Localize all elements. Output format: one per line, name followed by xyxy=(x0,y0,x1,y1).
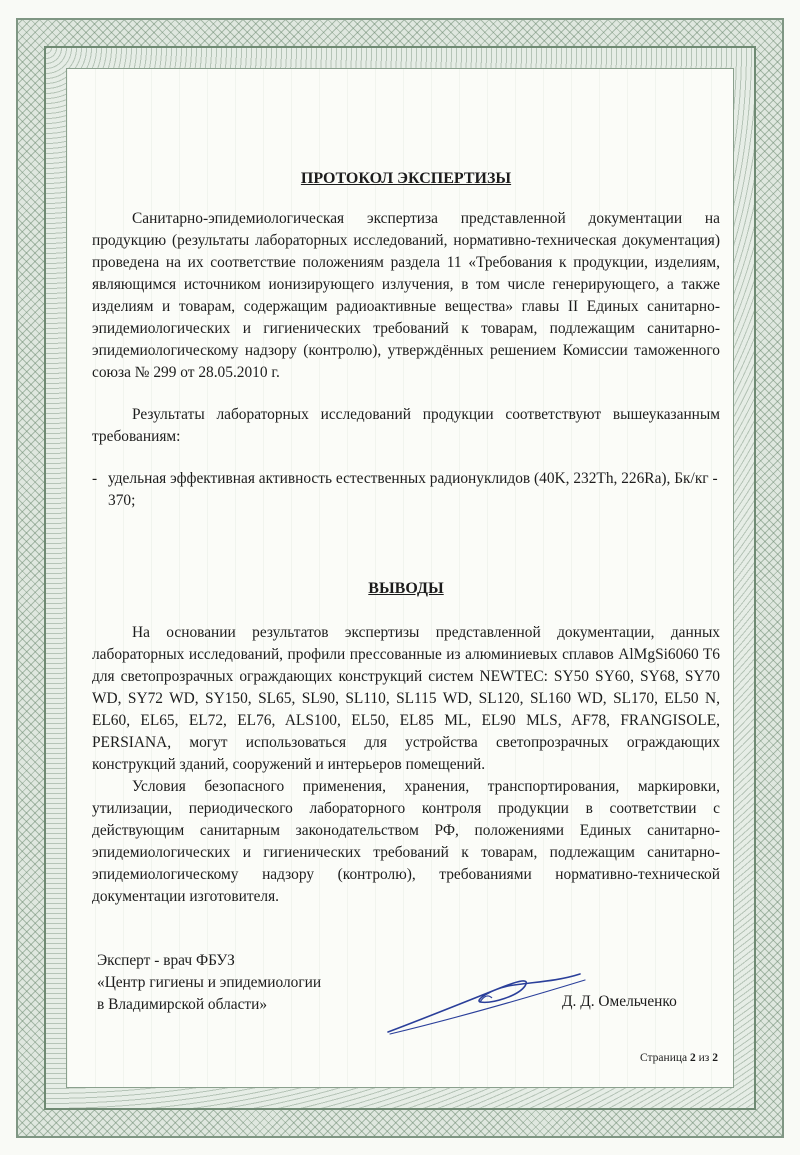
page-current: 2 xyxy=(689,1052,696,1064)
spacer xyxy=(92,448,720,468)
spacer xyxy=(92,384,720,404)
document-title: ПРОТОКОЛ ЭКСПЕРТИЗЫ xyxy=(300,170,512,187)
page-total: 2 xyxy=(712,1052,718,1064)
bullet-dash: - xyxy=(92,470,98,487)
page-number xyxy=(640,1052,718,1064)
results-paragraph: Результаты лабораторных исследований продукции соответствуют вышеуказанным требованиям: xyxy=(92,406,720,445)
conclusion-paragraph-1: На основании результатов экспертизы представленной документации, данных лабораторных исследований, профили прессованные из алюминиевых сплавов AlMgSi6060 T6 для светопрозрачных ограждающих конструкций систем NEWTEC: SY50 SY60, SY68, SY70 WD, SY72 WD, SY150, SL65, SL90, SL110, SL115 WD, SL120, SL160 WD, SL170, EL50 N, EL60, EL65, EL72, EL76, ALS100, EL50, EL85 ML, EL90 MLS, AF78, FRANGISOLE, PERSIANA, могут использоваться для устройства светопрозрачных ограждающих конструкций зданий, сооружений и интерьеров помещений. xyxy=(92,624,720,773)
result-bullet-item xyxy=(92,468,720,512)
bullet-text: удельная эффективная активность естественных радионуклидов (40K, 232Th, 226Ra), Бк/кг - 370; xyxy=(108,470,718,509)
conclusions-title: ВЫВОДЫ xyxy=(368,580,444,597)
page-mid: из xyxy=(695,1052,713,1064)
intro-paragraph: Санитарно-эпидемиологическая экспертиза представленной документации на продукцию (результаты лабораторных исследований, нормативно-техническая документация) проведена на их соответствие положениям раздела 11 «Требования к продукции, изделиям, являющимся источником ионизирующего излучения, в том числе генерирующего, а также изделиям и товарам, содержащим радиоактивные вещества» главы II Единых санитарно-эпидемиологических и гигиенических требований к товарам, подлежащим санитарно-эпидемиологическому надзору (контролю), утверждённых решением Комиссии таможенного союза № 299 от 28.05.2010 г. xyxy=(92,210,720,381)
handwritten-signature xyxy=(380,960,590,1040)
conclusion-paragraph-2: Условия безопасного применения, хранения, транспортирования, маркировки, утилизации, периодического лабораторного контроля продукции в соответствии с действующим санитарным законодательством РФ, положениями Единых санитарно-эпидемиологических и гигиенических требований к товарам, подлежащим санитарно-эпидемиологическому надзору (контролю), требованиями нормативно-технической документации изготовителя. xyxy=(92,778,720,905)
expert-block xyxy=(97,950,321,1016)
expert-organization: «Центр гигиены и эпидемиологии xyxy=(97,974,322,991)
expert-name: Д. Д. Омельченко xyxy=(562,993,677,1010)
page-prefix: Страница xyxy=(640,1052,690,1064)
expert-title: Эксперт - врач ФБУЗ xyxy=(97,952,235,969)
expert-region: в Владимирской области» xyxy=(97,996,268,1013)
document-content xyxy=(92,168,720,908)
